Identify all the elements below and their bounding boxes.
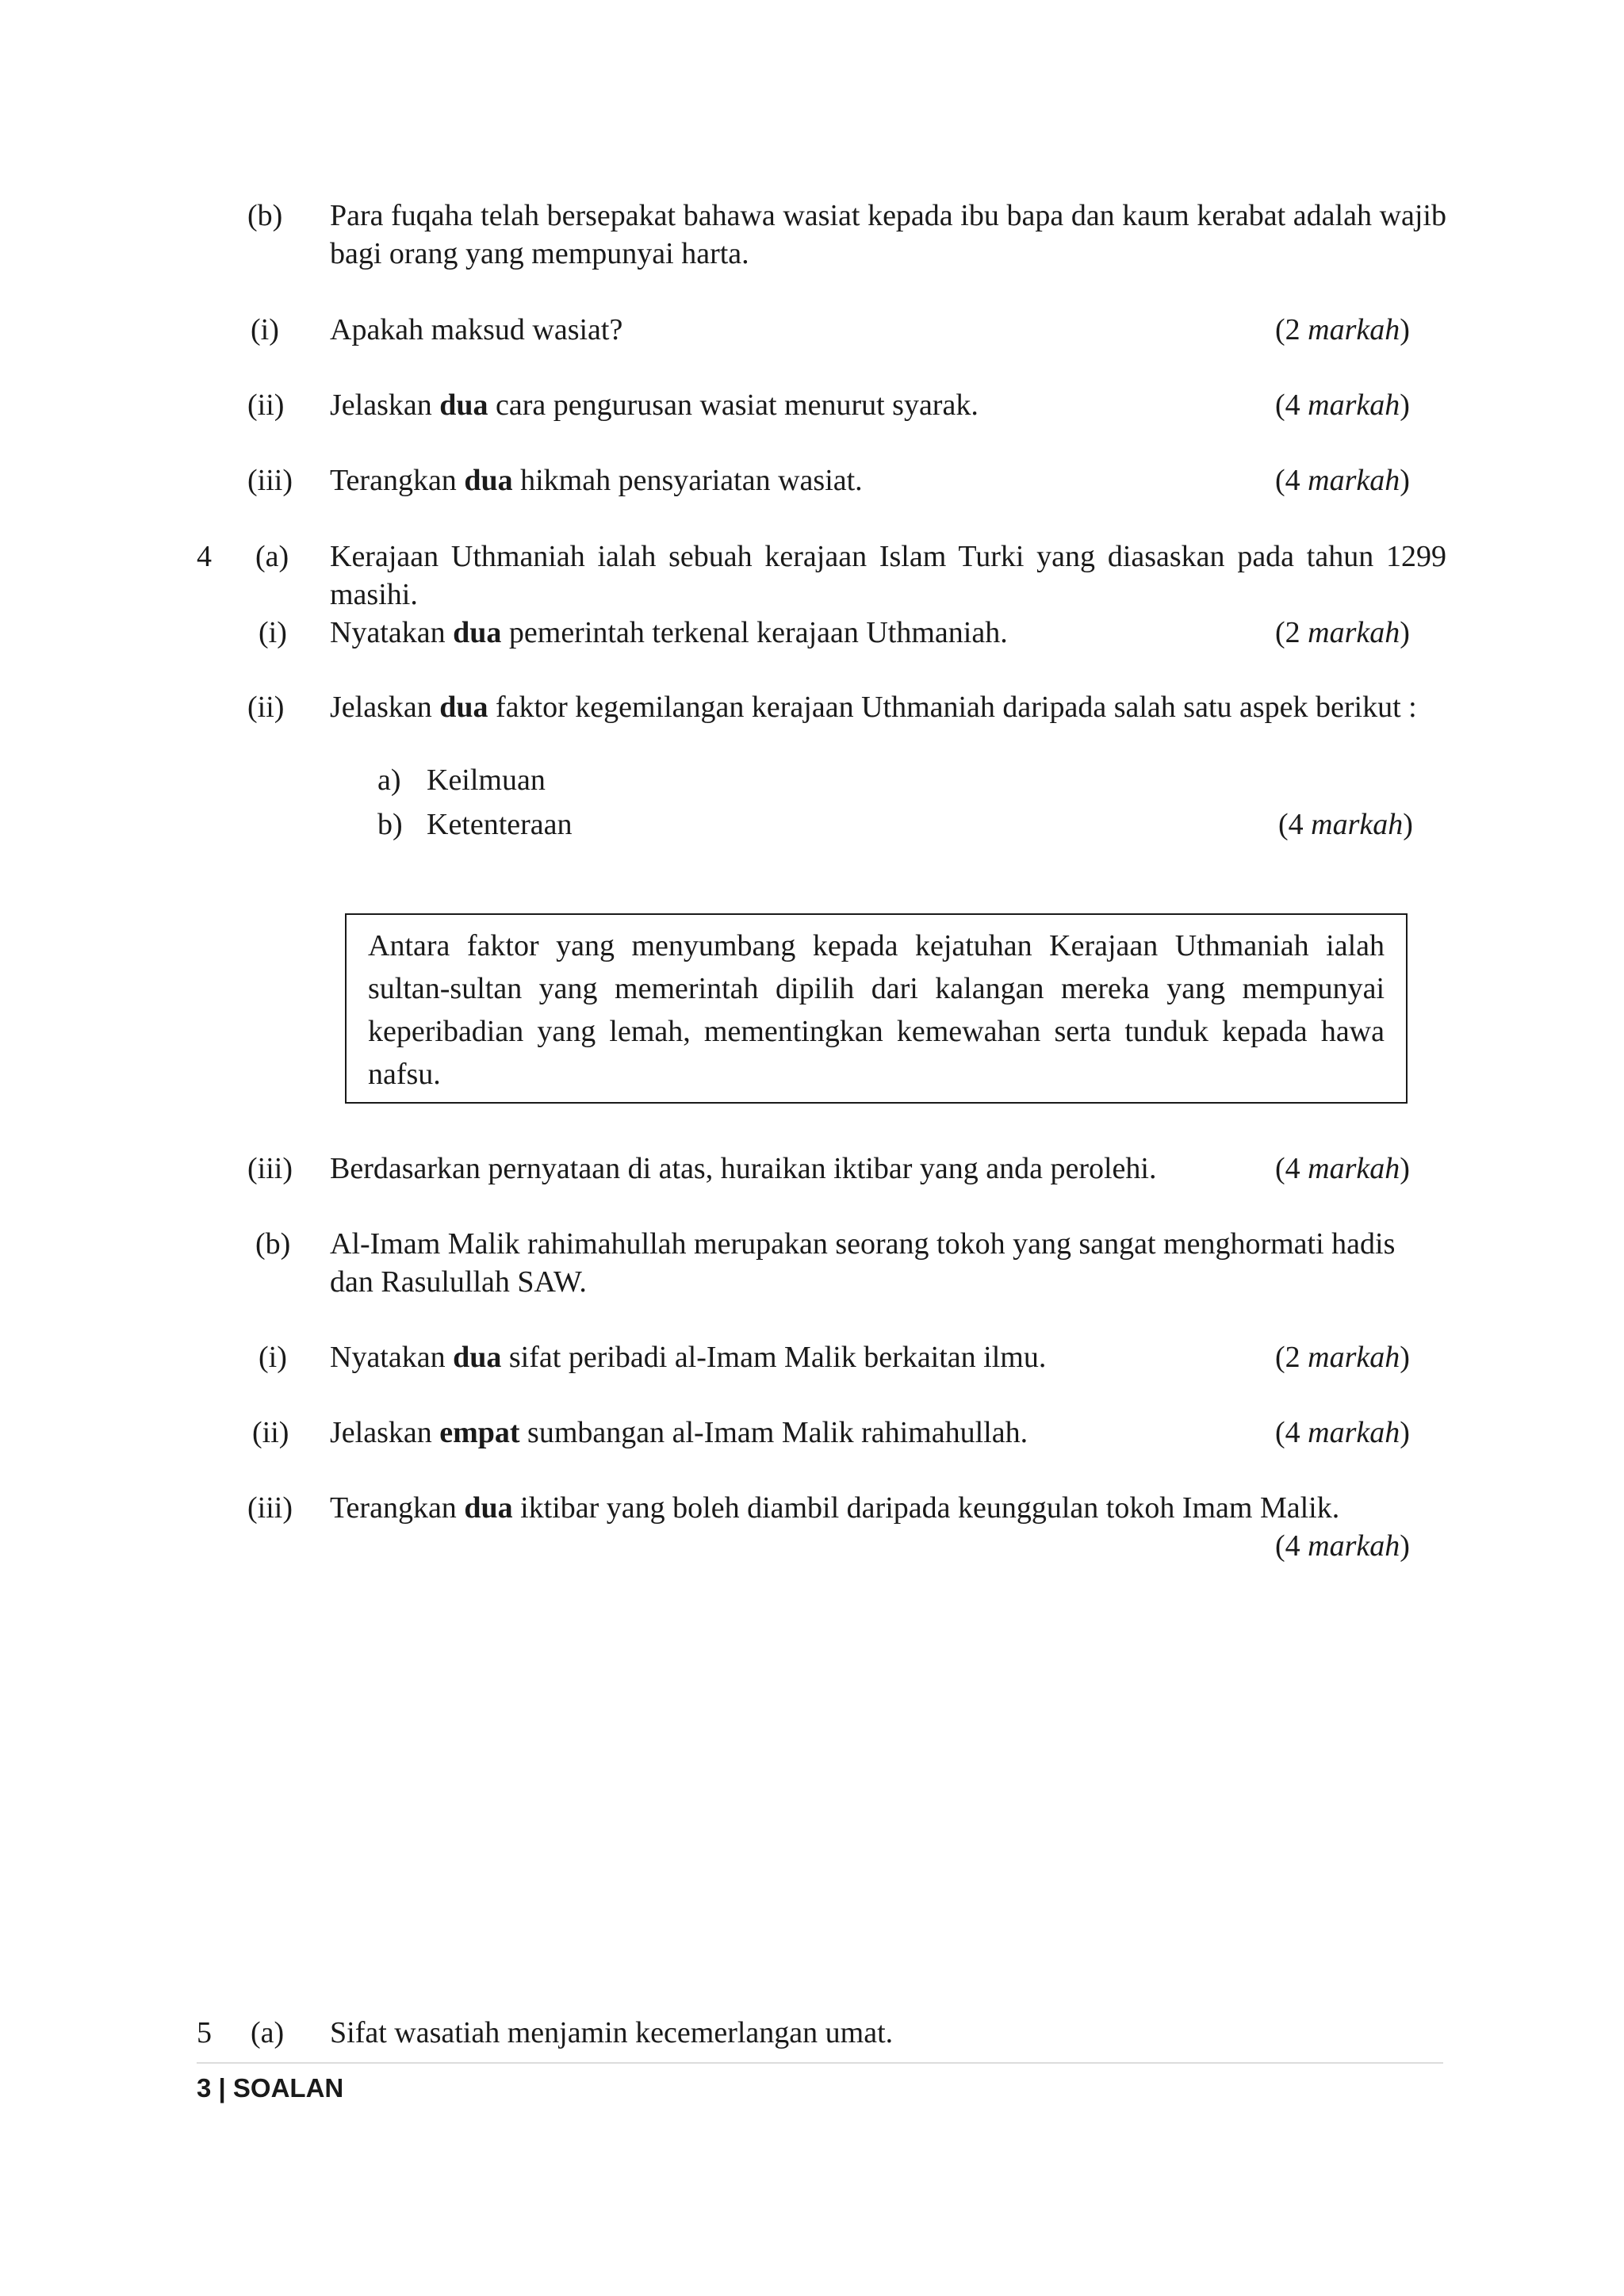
q3b-iii-text: Terangkan dua hikmah pensyariatan wasiat. — [330, 464, 863, 497]
q4b-ii-text: Jelaskan empat sumbangan al-Imam Malik rahimahullah. — [330, 1416, 1028, 1449]
q3b-ii-marks: (4 markah) — [1275, 388, 1410, 422]
q3b-ii-text: Jelaskan dua cara pengurusan wasiat menurut syarak. — [330, 388, 979, 422]
q4a-iii-label: (iii) — [247, 1152, 293, 1185]
q4b-iii-text: Terangkan dua iktibar yang boleh diambil daripada keunggulan tokoh Imam Malik. — [330, 1491, 1340, 1525]
q4b-iii-marks: (4 markah) — [1275, 1529, 1410, 1563]
q4a-iii-text: Berdasarkan pernyataan di atas, huraikan iktibar yang anda perolehi. — [330, 1152, 1157, 1185]
q4b-ii-marks: (4 markah) — [1275, 1416, 1410, 1449]
q4b-i-label: (i) — [259, 1341, 287, 1374]
q4a-text: Kerajaan Uthmaniah ialah sebuah kerajaan Islam Turki yang diasaskan pada tahun 1299 masihi. — [330, 540, 1446, 611]
option-label: a) — [377, 763, 401, 797]
q4a-i-text: Nyatakan dua pemerintah terkenal kerajaan Uthmaniah. — [330, 616, 1008, 649]
q4b-ii-label: (ii) — [252, 1416, 289, 1449]
q3b-text: Para fuqaha telah bersepakat bahawa wasiat kepada ibu bapa dan kaum kerabat adalah wajib bagi orang yang mempunyai harta. — [330, 199, 1446, 270]
q4a-label: (a) — [255, 540, 289, 573]
footer-divider — [197, 2062, 1443, 2064]
q4-number: 4 — [197, 540, 212, 573]
q5-number: 5 — [197, 2016, 212, 2049]
option-text: Ketenteraan — [427, 808, 573, 841]
q4a-ii-text: Jelaskan dua faktor kegemilangan kerajaan Uthmaniah daripada salah satu aspek berikut : — [330, 691, 1417, 724]
q4b-label: (b) — [255, 1227, 291, 1261]
q3b-iii-label: (iii) — [247, 464, 293, 497]
q3b-i-label: (i) — [251, 313, 279, 346]
statement-text: Antara faktor yang menyumbang kepada kejatuhan Kerajaan Uthmaniah ialah sultan-sultan yang memerintah dipilih dari kalangan mereka yang mempunyai keperibadian yang lemah, mementingkan kemewahan serta tunduk kepada hawa nafsu. — [368, 929, 1385, 1091]
q4a-i-label: (i) — [259, 616, 287, 649]
option-text: Keilmuan — [427, 763, 546, 797]
q3b-i-text: Apakah maksud wasiat? — [330, 313, 623, 346]
q3b-i-marks: (2 markah) — [1275, 313, 1410, 346]
q3b-iii-marks: (4 markah) — [1275, 464, 1410, 497]
q3b-ii-label: (ii) — [247, 388, 285, 422]
q4a-iii-marks: (4 markah) — [1275, 1152, 1410, 1185]
q4b-i-marks: (2 markah) — [1275, 1341, 1410, 1374]
page-footer: 3 | SOALAN — [197, 2073, 344, 2103]
q4b-iii-label: (iii) — [247, 1491, 293, 1525]
q4b-i-text: Nyatakan dua sifat peribadi al-Imam Malik berkaitan ilmu. — [330, 1341, 1047, 1374]
q5a-text: Sifat wasatiah menjamin kecemerlangan umat. — [330, 2016, 894, 2049]
q4a-ii-marks: (4 markah) — [1278, 808, 1413, 841]
q3b-label: (b) — [247, 199, 283, 232]
option-label: b) — [377, 808, 403, 841]
q4a-i-marks: (2 markah) — [1275, 616, 1410, 649]
q4b-text: Al-Imam Malik rahimahullah merupakan seorang tokoh yang sangat menghormati hadis dan Rasulullah SAW. — [330, 1227, 1396, 1299]
q5a-label: (a) — [251, 2016, 285, 2049]
q4a-ii-label: (ii) — [247, 691, 285, 724]
statement-box — [345, 913, 1408, 1104]
